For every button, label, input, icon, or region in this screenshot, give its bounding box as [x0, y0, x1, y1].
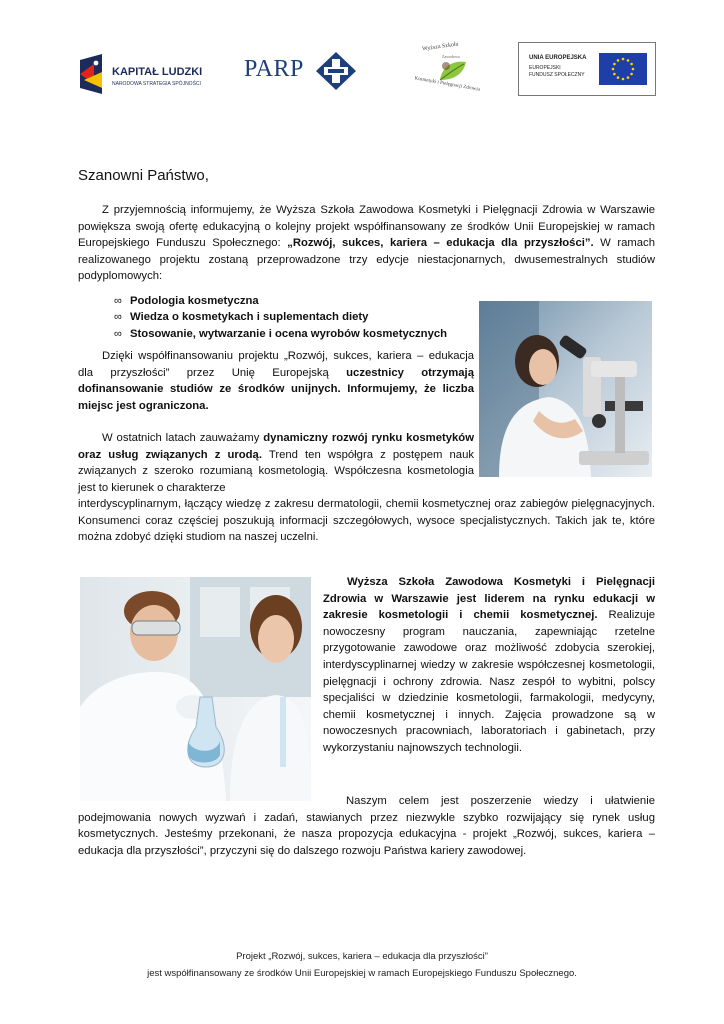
kapital-ludzki-title: KAPITAŁ LUDZKI	[112, 66, 203, 78]
funding-paragraph	[78, 348, 474, 414]
studies-list	[114, 293, 474, 342]
eu-flag-icon	[599, 53, 647, 85]
parp-mark-icon	[316, 52, 356, 90]
eu-logo-line2: FUNDUSZ SPOŁECZNY	[529, 72, 585, 78]
market-paragraph	[78, 430, 474, 496]
kapital-ludzki-flag-icon	[80, 54, 106, 94]
eu-logo-subtitle	[529, 65, 585, 79]
kapital-ludzki-logo	[80, 54, 210, 94]
intro-paragraph	[78, 202, 655, 285]
greeting: Szanowni Państwo,	[78, 167, 209, 184]
project-name: „Rozwój, sukces, kariera – edukacja dla przyszłości”.	[287, 237, 594, 250]
parp-logo	[244, 52, 360, 88]
intro-text: Z przyjemnością informujemy, że Wyższa Szkoła Zawodowa Kosmetyki i Pielęgnacji Zdrowia w Warszawie powiększa swoją ofertę edukacyjną o kolejny projekt współfinansowany ze środków Unii Europejskiej w ramach Europejskiego Funduszu Społecznego:	[78, 204, 655, 250]
school-paragraph	[323, 574, 655, 757]
list-item: ∞ Podologia kosmetyczna	[114, 293, 474, 309]
list-item: ∞ Wiedza o kosmetykach i suplementach diety	[114, 309, 474, 325]
school-logo	[412, 42, 492, 98]
school-text: Realizuje nowoczesny program nauczania, zapewniając rzetelne przygotowanie zawodowe oraz możliwość zdobycia szerokiej, interdyscyplinarnej wiedzy w zakresie współczesnej kosmetologii, pielęgnacji i ochrony zdrowia. Nasz zespół to wybitni, polscy specjaliści w dziedzinie kosmetologii, farmakologii, medycyny, chemii kosmetycznej i innych. Zajęcia prowadzone są w nowoczesnych pracowniach, laboratoriach i gabinetach, przy wykorzystaniu najnowszych technologii.	[323, 609, 656, 754]
bullet-symbol: ∞	[114, 295, 122, 307]
eu-logo-title: UNIA EUROPEJSKA	[529, 55, 587, 61]
list-item: ∞ Stosowanie, wytwarzanie i ocena wyrobów kosmetycznych	[114, 326, 474, 342]
closing-text: Naszym celem jest poszerzenie wiedzy i ułatwienie podejmowania nowych wyzwań i zadań, stawianych przez niezwykle szybko rozwijający się rynek usług kosmetycznych. Jesteśmy przekonani, że nasza propozycja edukacyjna - projekt „Rozwój, sukces, kariera – edukacja dla przyszłości”, przyczyni się do dalszego rozwoju Państwa kariery zawodowej.	[78, 795, 655, 857]
kapital-ludzki-subtitle: NARODOWA STRATEGIA SPÓJNOŚCI	[112, 81, 201, 87]
school-logo-line3: Kosmetyki i Pielęgnacji Zdrowia	[414, 76, 481, 93]
bullet-symbol: ∞	[114, 311, 122, 324]
funding-text: Dzięki współfinansowaniu projektu „Rozwój, sukces, kariera – edukacja dla przyszłości” przez Unię Europejską	[78, 350, 474, 379]
footer-line1: Projekt „Rozwój, sukces, kariera – edukacja dla przyszłości”	[236, 951, 488, 962]
school-logo-line2: Zawodowa	[442, 54, 460, 59]
closing-paragraph	[78, 793, 655, 859]
market-paragraph-cont: interdyscyplinarnym, łączący wiedzę z zakresu dermatologii, chemii kosmetycznej oraz zabiegów pielęgnacyjnych. Konsumenci coraz częściej poszukują informacji szczegółowych, wysoce specjalistycznych. Takich jak te, które można zdobyć dzięki studiom na naszej uczelni.	[78, 498, 655, 544]
bullet-symbol: ∞	[114, 327, 122, 340]
eu-logo-line1: EUROPEJSKI	[529, 65, 561, 71]
funding-highlight: uczestnicy otrzymają dofinansowanie studiów ze środków unijnych. Informujemy, że liczba miejsc jest ograniczona.	[78, 366, 474, 412]
school-highlight: Wyższa Szkoła Zawodowa Kosmetyki i Pielęgnacji Zdrowia w Warszawie jest liderem na rynku edukacji w zakresie kosmetologii i chemii kosmetycznej.	[323, 576, 655, 622]
header-logos	[76, 40, 658, 100]
market-highlight: dynamiczny rozwój rynku kosmetyków oraz usług związanych z urodą.	[78, 432, 474, 461]
intro-text-end: W ramach realizowanego projektu zostaną przeprowadzone trzy edycje niestacjonarnych, dwusemestralnych studiów podyplomowych:	[78, 237, 655, 283]
market-text-cont: Trend ten współgra z postępem nauk związanych z szeroko rozumianą kosmetologią. Współczesna kosmetologia jest to kierunek o charakterze	[78, 448, 474, 494]
parp-label: PARP	[244, 56, 304, 82]
laboratory-photo	[80, 577, 311, 801]
microscope-photo	[479, 301, 652, 477]
eu-logo	[518, 42, 656, 96]
school-logo-line1: Wyższa Szkoła	[421, 41, 459, 53]
footer-line2: jest współfinansowany ze środków Unii Europejskiej w ramach Europejskiego Funduszu Społecznego.	[147, 968, 577, 979]
market-text: W ostatnich latach zauważamy	[102, 432, 264, 444]
